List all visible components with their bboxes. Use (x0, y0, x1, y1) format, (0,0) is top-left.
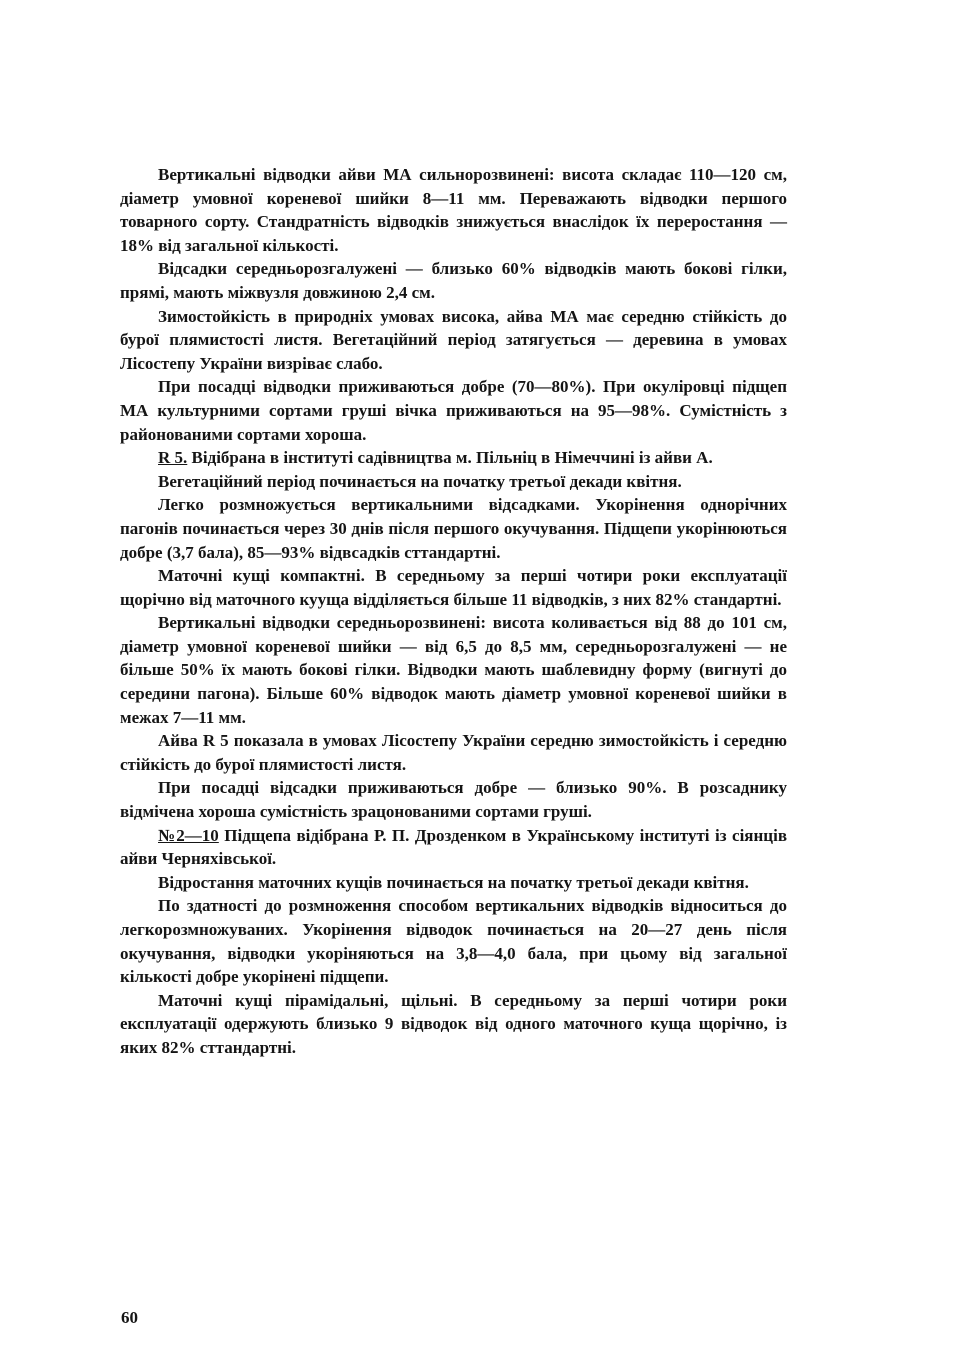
paragraph: При посадці відводки приживаються добре (70—80%). При окуліровці підщеп МА культурними сортами груші вічка приживаються на 95—98%. Сумістність з районованими сортами хороша. (120, 377, 787, 444)
paragraph: Зимостойкість в природніх умовах висока, айва МА має середню стійкість до бурої плямистості листя. Вегетаційний період затягується — деревина в умовах Лісостепу України визріває слабо. (120, 306, 787, 373)
paragraph: Маточні кущі компактні. В середньому за перші чотири роки експлуатації щорічно від маточного кууща відділяється більше 11 відводків, з них 82% стандартні. (120, 566, 787, 609)
paragraph: Маточні кущі пірамідальні, щільні. В середньому за перші чотири роки експлуатації одержують близько 9 відводок від одного маточного куща щорічно, із яких 82% сттандартні. (120, 990, 787, 1057)
paragraph: По здатності до розмноження способом вертикальних відводків відноситься до легкорозмножуваних. Укорінення відводок починається на 20—27 день після окучування, відводки укоріняються на 3,8—4,0 бала, при цьому від загальної кількості добре укорінені підщепи. (120, 896, 787, 987)
section-r5-paragraph: R 5. Відібрана в інституті садівництва м. Пільніц в Німеччині із айви А. (158, 448, 713, 468)
body-text (120, 163, 787, 1060)
paragraph: Вертикальні відводки айви МА сильнорозвинені: висота складає 110—120 см, діаметр умовної кореневої шийки 8—11 мм. Переважають відводки першого товарного сорту. Стандратність відводків знижується внаслідок їх переростання — 18% від загальної кількості. (120, 165, 787, 255)
page-number: 60 (121, 1308, 138, 1327)
paragraph: Вегетаційний період починається на початку третьої декади квітня. (158, 471, 682, 491)
section-heading-2-10: №2—10 (158, 825, 219, 845)
paragraph: Айва R 5 показала в умовах Лісостепу України середню зимостойкість і середню стійкість до бурої плямистості листя. (120, 731, 787, 774)
paragraph: Вертикальні відводки середньорозвинені: висота коливається від 88 до 101 см, діаметр умовної кореневої шийки — від 6,5 до 8,5 мм, середньорозгалужені — не більше 50% їх мають бокові гілки. Відводки мають шаблевидну форму (вигнуті до середини пагона). Більше 60% відводок мають діаметр умовної кореневої шийки в межах 7—11 мм. (120, 613, 787, 727)
paragraph: Легко розмножується вертикальними відсадками. Укорінення однорічних пагонів починається через 30 днів після першого окучування. Підщепи укорінюються добре (3,7 бала), 85—93% відвсадків сттандартні. (120, 495, 787, 562)
paragraph: Відростання маточних кущів починається на початку третьої декади квітня. (158, 872, 749, 892)
section-heading-r5: R 5. (158, 448, 188, 468)
paragraph: Відсадки середньорозгалужені — близько 60% відводків мають бокові гілки, прямі, мають міжвузля довжиною 2,4 см. (120, 259, 787, 302)
paragraph: При посадці відсадки приживаються добре — близько 90%. В розсаднику відмічена хороша сумістність зрацонованими сортами груші. (120, 778, 787, 822)
section-2-10-paragraph: №2—10 Підщепа відібрана Р. П. Дрозденком в Українському інституті із сіянців айви Черняхівської. (120, 825, 787, 869)
